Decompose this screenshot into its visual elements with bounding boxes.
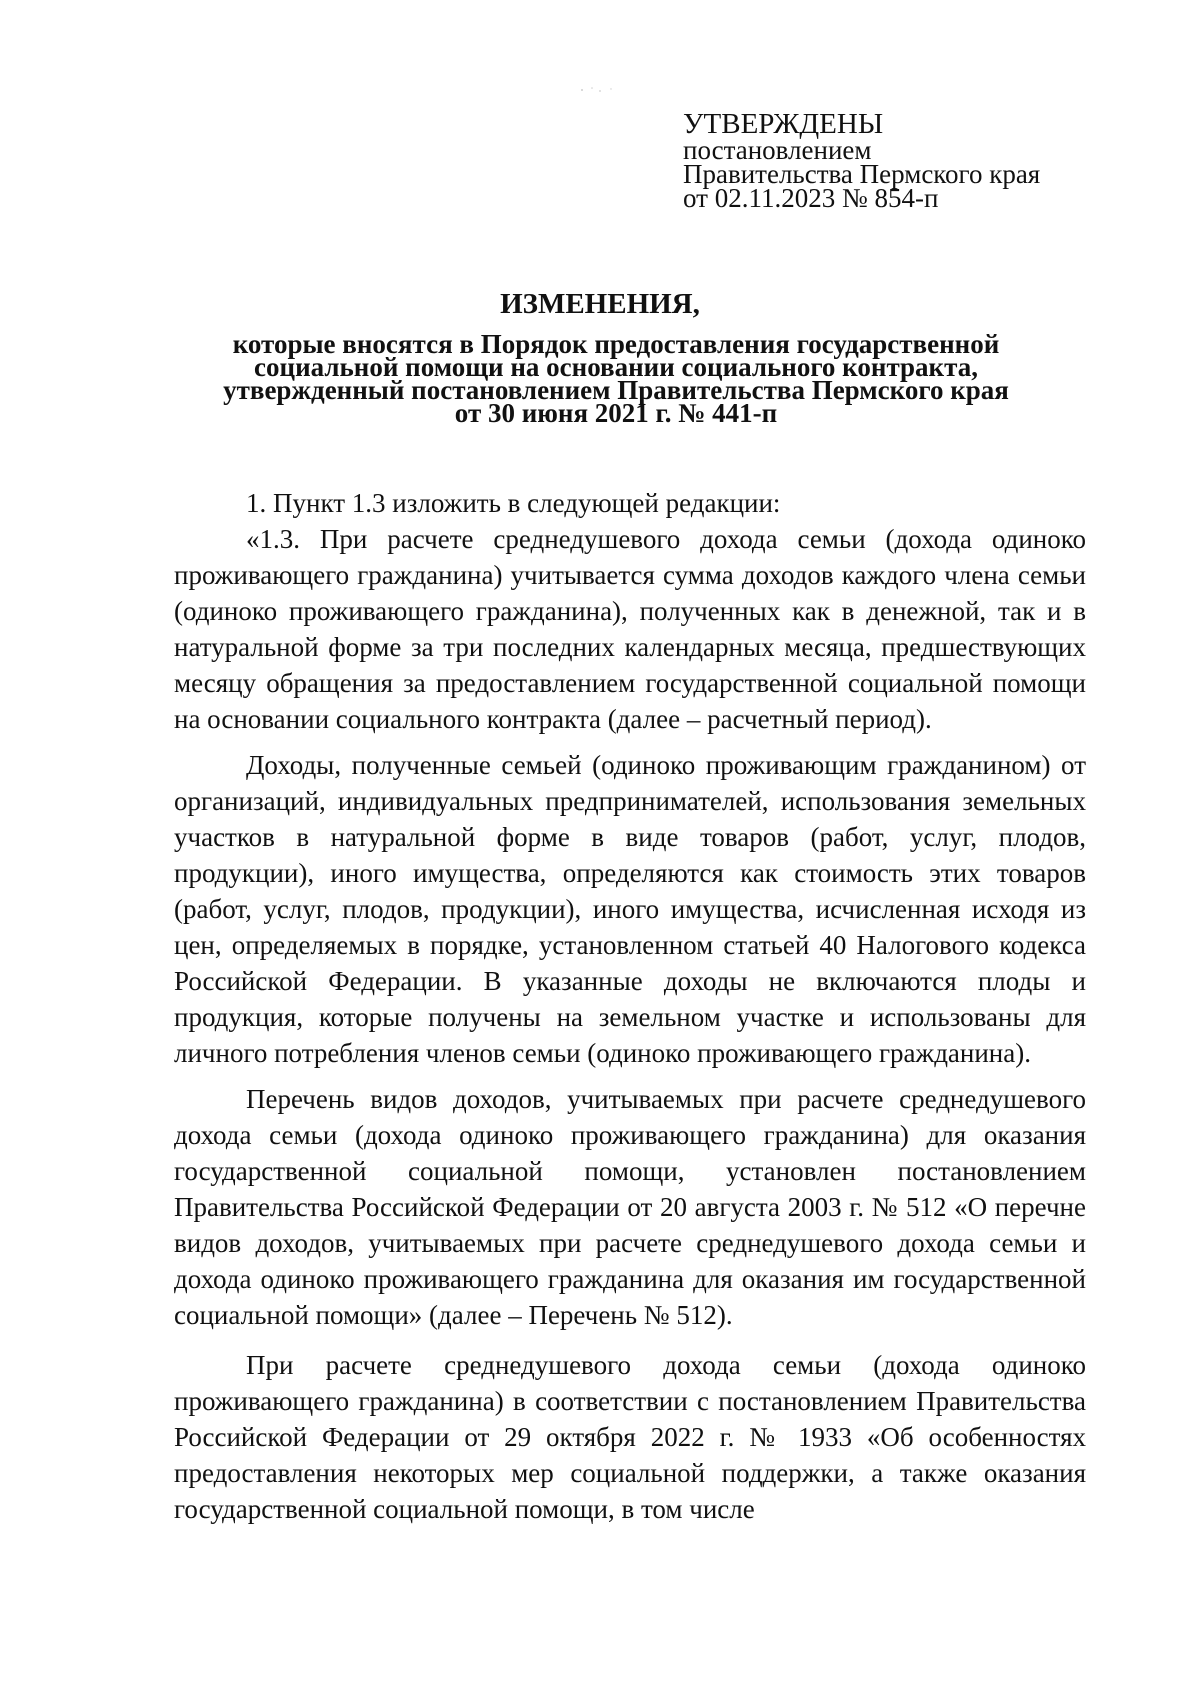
- paragraph-item-1: 1. Пункт 1.3 изложить в следующей редакции:: [246, 488, 781, 518]
- subtitle-line: социальной помощи на основании социального контракта,: [254, 352, 978, 382]
- document-subtitle: [190, 329, 1042, 428]
- document-title: ИЗМЕНЕНИЯ,: [500, 288, 700, 320]
- document-body: [174, 485, 1086, 1527]
- scan-artifact: [578, 85, 618, 93]
- paragraph-income-list: Перечень видов доходов, учитываемых при расчете среднедушевого дохода семьи (дохода одиноко проживающего гражданина) для оказания государственной социальной помощи, установлен постановлением Правительства Российской Федерации от 20 августа 2003 г. № 512 «О перечне видов доходов, учитываемых при расчете среднедушевого дохода семьи и дохода одиноко проживающего гражданина для оказания им государственной социальной помощи» (далее – Перечень № 512).: [174, 1084, 1086, 1330]
- paragraph-clause-1-3: «1.3. При расчете среднедушевого дохода семьи (дохода одиноко проживающего гражданина) учитывается сумма доходов каждого члена семьи (одиноко проживающего гражданина), полученных как в денежной, так и в натуральной форме за три последних календарных месяца, предшествующих месяцу обращения за предоставлением государственной социальной помощи на основании социального контракта (далее – расчетный период).: [174, 524, 1086, 734]
- paragraph-calculation: При расчете среднедушевого дохода семьи (дохода одиноко проживающего гражданина) в соответствии с постановлением Правительства Российской Федерации от 29 октября 2022 г. № 1933 «Об особенностях предоставления некоторых мер социальной поддержки, а также оказания государственной социальной помощи, в том числе: [174, 1350, 1086, 1524]
- approval-heading: УТВЕРЖДЕНЫ: [683, 108, 884, 140]
- subtitle-line: утвержденный постановлением Правительства Пермского края: [223, 375, 1009, 405]
- paragraph-income-in-kind: Доходы, полученные семьей (одиноко проживающим гражданином) от организаций, индивидуальных предпринимателей, использования земельных участков в натуральной форме в виде товаров (работ, услуг, плодов, продукции), иного имущества, определяются как стоимость этих товаров (работ, услуг, плодов, продукции), иного имущества, исчисленная исходя из цен, определяемых в порядке, установленном статьей 40 Налогового кодекса Российской Федерации. В указанные доходы не включаются плоды и продукция, которые получены на земельном участке и использованы для личного потребления членов семьи (одиноко проживающего гражданина).: [174, 750, 1086, 1068]
- approval-line: постановлением: [683, 135, 872, 165]
- subtitle-line: которые вносятся в Порядок предоставления государственной: [232, 329, 1000, 359]
- approval-stamp: [683, 108, 1103, 213]
- subtitle-line: от 30 июня 2021 г. № 441-п: [454, 398, 778, 428]
- approval-date-number: от 02.11.2023 № 854-п: [683, 183, 939, 213]
- approval-line: Правительства Пермского края: [683, 159, 1041, 189]
